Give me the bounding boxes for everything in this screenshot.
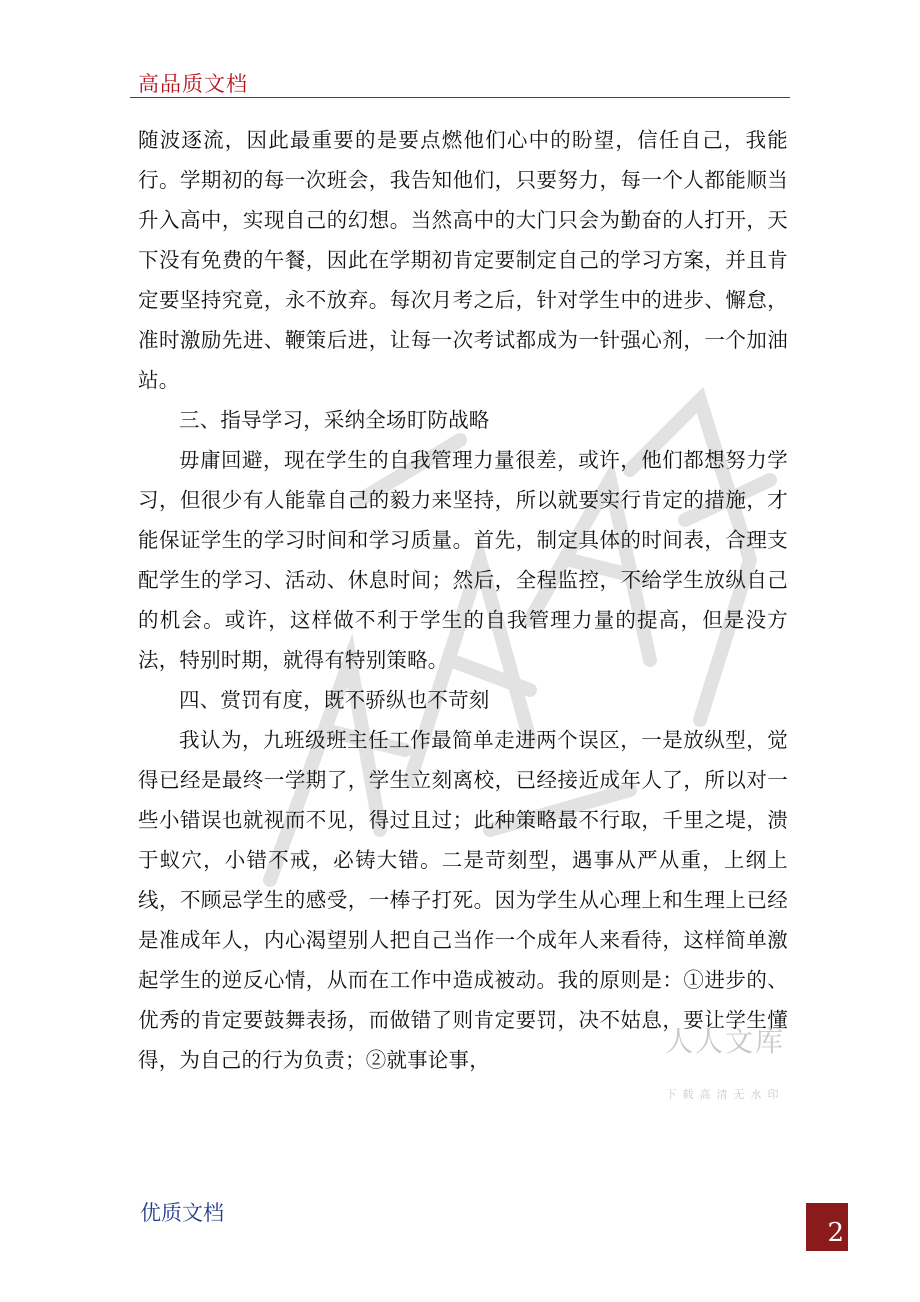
body-paragraph: 我认为，九班级班主任工作最简单走进两个误区，一是放纵型，觉得已经是最终一学期了，学生立刻离校，已经接近成年人了，所以对一些小错误也就视而不见，得过且过；此种策略最不行取，千里之堤，溃于蚁穴，小错不戒，必铸大错。二是苛刻型，遇事从严从重，上纲上线，不顾忌学生的感受，一棒子打死。因为学生从心理上和生理上已经是准成年人，内心渴望别人把自己当作一个成年人来看待，这样简单激起学生的逆反心情，从而在工作中造成被动。我的原则是：①进步的、优秀的肯定要鼓舞表扬，而做错了则肯定要罚，决不姑息，要让学生懂得，为自己的行为负责；②就事论事， bbox=[138, 728, 788, 1072]
section-heading-3: 三、指导学习，采纳全场盯防战略 bbox=[179, 408, 490, 432]
header-title: 高品质文档 bbox=[138, 72, 248, 96]
body-paragraph: 毋庸回避，现在学生的自我管理力量很差，或许，他们都想努力学习，但很少有人能靠自己的毅力来坚持，所以就要实行肯定的措施，才能保证学生的学习时间和学习质量。首先，制定具体的时间表，合理支配学生的学习、活动、休息时间；然后，全程监控，不给学生放纵自己的机会。或许，这样做不利于学生的自我管理力量的提高，但是没方法，特别时期，就得有特别策略。 bbox=[138, 448, 788, 672]
footer-label: 优质文档 bbox=[140, 1201, 224, 1225]
header-divider bbox=[130, 97, 790, 98]
body-paragraph: 随波逐流，因此最重要的是要点燃他们心中的盼望，信任自己，我能行。学期初的每一次班会，我告知他们，只要努力，每一个人都能顺当升入高中，实现自己的幻想。当然高中的大门只会为勤奋的人打开，天下没有免费的午餐，因此在学期初肯定要制定自己的学习方案，并且肯定要坚持究竟，永不放弃。每次月考之后，针对学生中的进步、懈怠，准时激励先进、鞭策后进，让每一次考试都成为一针强心剂，一个加油站。 bbox=[138, 128, 788, 392]
watermark-logo-subtitle: 下载高清无水印 bbox=[665, 1088, 785, 1101]
section-heading-4: 四、赏罚有度，既不骄纵也不苛刻 bbox=[179, 688, 490, 712]
document-body bbox=[138, 120, 788, 1080]
watermark-logo-title: 人人文库 bbox=[664, 1025, 785, 1058]
page-number-badge: 2 bbox=[806, 1203, 848, 1251]
